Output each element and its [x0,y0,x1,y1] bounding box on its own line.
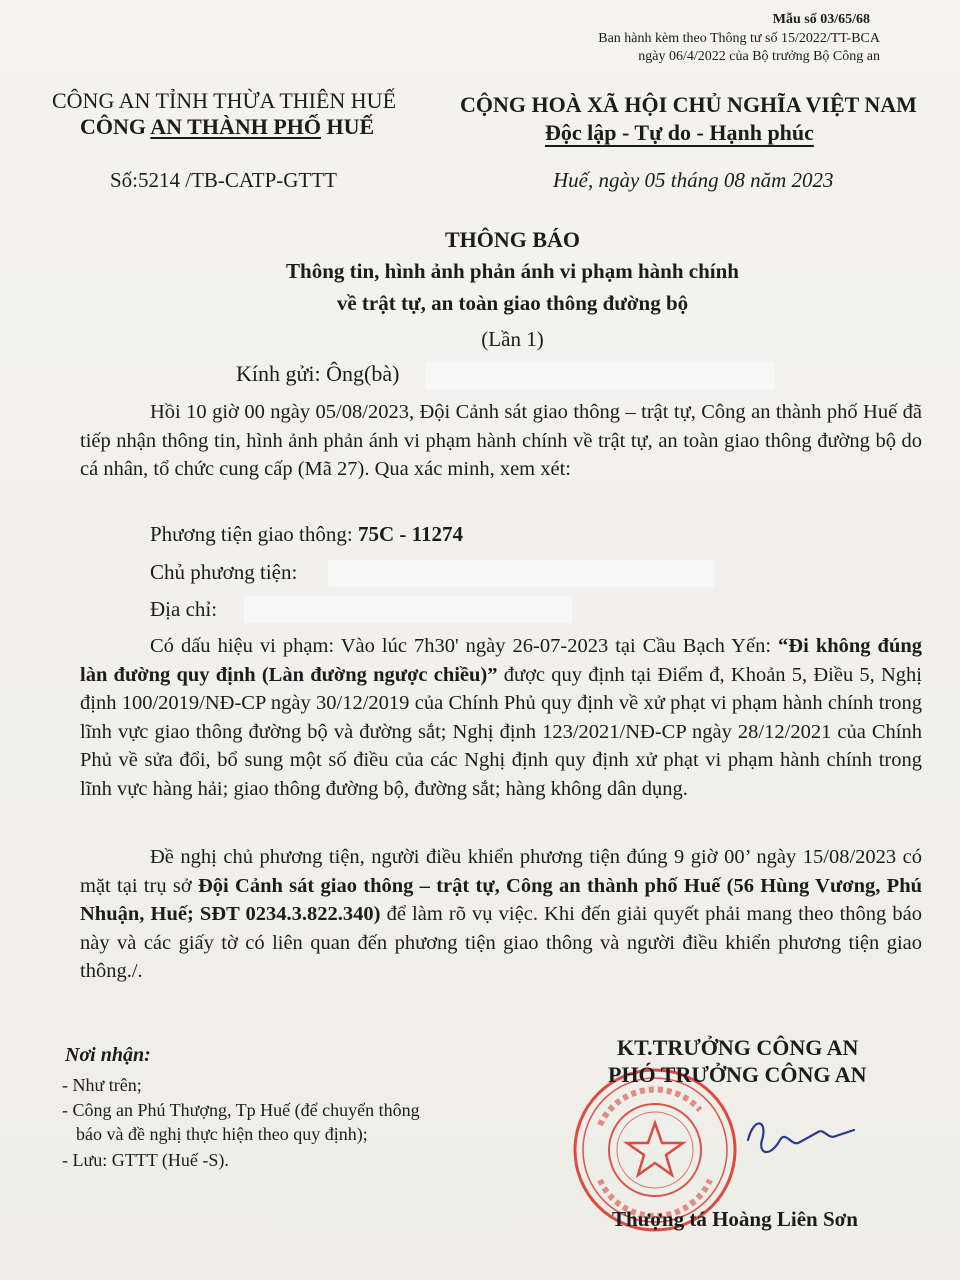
paragraph-intro: Hồi 10 giờ 00 ngày 05/08/2023, Đội Cảnh sát giao thông – trật tự, Công an thành phố Huế đã tiếp nhận thông tin, hình ảnh phản ánh vi phạm hành chính về trật tự, an toàn giao thông đường bộ do cá nhân, tổ chức cung cấp (Mã 27). Qua xác minh, xem xét: [80,401,922,480]
document-title: THÔNG BÁO [444,227,581,252]
paragraph-violation [80,632,922,803]
attempt-number: (Lần 1) [481,327,544,351]
owner-label: Chủ phương tiện: [150,560,298,584]
place-date: Huế, ngày 05 tháng 08 năm 2023 [553,168,834,192]
recipient-item-2-line2: báo và đề nghị thực hiện theo quy định); [76,1124,368,1144]
signature-title-line2: PHÓ TRƯỞNG CÔNG AN [608,1062,867,1087]
violation-intro: Có dấu hiệu vi phạm: Vào lúc 7h30' ngày 26-07-2023 tại Cầu Bạch Yến: [150,635,779,657]
form-issued-note [598,30,880,66]
form-issued-line2: ngày 06/4/2022 của Bộ trưởng Bộ Công an [638,49,880,64]
document-number: Số:5214 /TB-CATP-GTTT [110,168,337,192]
signature-title-line1: KT.TRƯỞNG CÔNG AN [617,1035,859,1060]
recipient-item-2-line1: - Công an Phú Thượng, Tp Huế (để chuyển thông [62,1100,420,1120]
document-subtitle-line1: Thông tin, hình ảnh phản ánh vi phạm hành chính [286,259,739,283]
form-issued-line1: Ban hành kèm theo Thông tư số 15/2022/TT-BCA [598,31,880,46]
org-main-part-a: CÔNG [80,114,151,139]
recipient-item-1: - Như trên; [62,1075,142,1095]
paragraph-request [80,843,922,986]
vehicle-label: Phương tiện giao thông: [150,522,358,546]
request-intro: Đề nghị chủ phương tiện, người điều khiển phương tiện đúng 9 giờ 00’ ngày 15/08/2023 có mặt tại trụ sở [80,846,922,897]
violation-legal-basis: được quy định tại Điểm đ, Khoản 5, Điều 5, Nghị định 100/2019/NĐ-CP ngày 30/12/2019 của Chính Phủ quy định về xử phạt vi phạm hành chính trong lĩnh vực giao thông đường bộ và đường sắt; Nghị định 123/2021/NĐ-CP ngày 28/12/2021 của Chính Phủ về sửa đổi, bổ sung một số điều của các Nghị định quy định xử phạt vi phạm hành chính trong lĩnh vực hàng hải; giao thông đường bộ, đường sắt; hàng không dân dụng. [80,663,922,800]
recipients-heading: Nơi nhận: [65,1044,151,1066]
signer-name: Thượng tá Hoàng Liên Sơn [612,1207,858,1231]
form-code: Mẫu số 03/65/68 [772,12,870,27]
recipient-name-redaction [425,362,775,389]
recipient-label: Kính gửi: Ông(bà) [236,361,400,386]
violation-description: “Đi không đúng làn đường quy định (Làn đường ngược chiều)” [80,635,922,686]
recipient-item-3: - Lưu: GTTT (Huế -S). [62,1150,229,1170]
org-main-part-b: AN THÀNH PHỐ [150,114,322,139]
address-redaction [244,596,572,623]
national-motto: Độc lập - Tự do - Hạnh phúc [545,120,814,145]
vehicle-plate: 75C - 11274 [357,522,463,546]
handwritten-signature [740,1110,860,1170]
vehicle-line [150,522,463,547]
address-label: Địa chỉ: [150,597,218,621]
owner-name-redaction [328,560,714,587]
org-main-part-c: HUẾ [321,114,375,139]
nation-name: CỘNG HOÀ XÃ HỘI CHỦ NGHĨA VIỆT NAM [460,92,917,117]
document-subtitle-line2: về trật tự, an toàn giao thông đường bộ [336,291,689,315]
org-parent: CÔNG AN TỈNH THỪA THIÊN HUẾ [52,88,397,113]
request-instructions: để làm rõ vụ việc. Khi đến giải quyết phải mang theo thông báo này và các giấy tờ có liên quan đến phương tiện giao thông và người điều khiển phương tiện giao thông./. [80,903,922,982]
org-main [80,114,374,140]
request-place: Đội Cảnh sát giao thông – trật tự, Công an thành phố Huế (56 Hùng Vương, Phú Nhuận, Huế; SĐT 0234.3.822.340) [80,874,922,925]
